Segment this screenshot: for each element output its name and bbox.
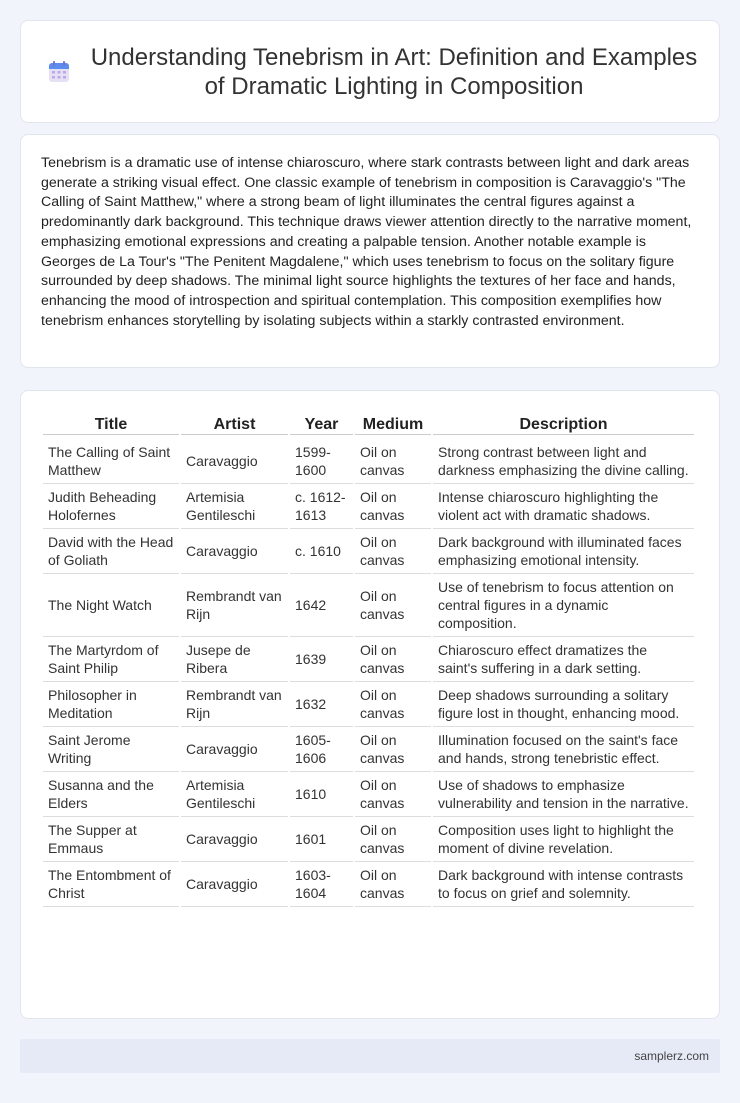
table-row <box>43 862 694 907</box>
cell-artist: Rembrandt van Rijn <box>181 574 288 637</box>
table-header-row <box>43 412 694 435</box>
header-year: Year <box>290 412 353 435</box>
cell-medium: Oil on canvas <box>355 637 431 682</box>
cell-year: c. 1610 <box>290 529 353 574</box>
cell-year: 1632 <box>290 682 353 727</box>
cell-artist: Caravaggio <box>181 817 288 862</box>
cell-description: Use of shadows to emphasize vulnerability and tension in the narrative. <box>433 772 694 817</box>
table-row <box>43 772 694 817</box>
cell-description: Chiaroscuro effect dramatizes the saint's suffering in a dark setting. <box>433 637 694 682</box>
cell-year: 1642 <box>290 574 353 637</box>
intro-card <box>20 134 720 368</box>
table-row <box>43 529 694 574</box>
cell-description: Intense chiaroscuro highlighting the violent act with dramatic shadows. <box>433 484 694 529</box>
cell-title: The Night Watch <box>43 574 179 637</box>
cell-year: c. 1612-1613 <box>290 484 353 529</box>
footer-site-link[interactable]: samplerz.com <box>634 1049 709 1063</box>
cell-medium: Oil on canvas <box>355 862 431 907</box>
cell-description: Illumination focused on the saint's face and hands, strong tenebristic effect. <box>433 727 694 772</box>
cell-year: 1639 <box>290 637 353 682</box>
artworks-table <box>41 412 696 907</box>
header-title: Title <box>43 412 179 435</box>
cell-medium: Oil on canvas <box>355 435 431 484</box>
cell-medium: Oil on canvas <box>355 484 431 529</box>
page-title: Understanding Tenebrism in Art: Definition and Examples of Dramatic Lighting in Composition <box>90 43 698 100</box>
cell-artist: Artemisia Gentileschi <box>181 484 288 529</box>
cell-title: The Entombment of Christ <box>43 862 179 907</box>
calendar-icon <box>47 60 71 84</box>
cell-description: Deep shadows surrounding a solitary figure lost in thought, enhancing mood. <box>433 682 694 727</box>
table-row <box>43 435 694 484</box>
table-row <box>43 637 694 682</box>
header-card <box>20 20 720 123</box>
header-medium: Medium <box>355 412 431 435</box>
table-row <box>43 727 694 772</box>
cell-year: 1603-1604 <box>290 862 353 907</box>
cell-medium: Oil on canvas <box>355 817 431 862</box>
cell-year: 1610 <box>290 772 353 817</box>
cell-medium: Oil on canvas <box>355 727 431 772</box>
table-card <box>20 390 720 1019</box>
header-artist: Artist <box>181 412 288 435</box>
header-description: Description <box>433 412 694 435</box>
cell-medium: Oil on canvas <box>355 529 431 574</box>
cell-title: Susanna and the Elders <box>43 772 179 817</box>
cell-artist: Jusepe de Ribera <box>181 637 288 682</box>
table-row <box>43 682 694 727</box>
table-row <box>43 817 694 862</box>
cell-title: The Martyrdom of Saint Philip <box>43 637 179 682</box>
cell-artist: Caravaggio <box>181 727 288 772</box>
table-row <box>43 574 694 637</box>
cell-description: Use of tenebrism to focus attention on central figures in a dynamic composition. <box>433 574 694 637</box>
cell-title: Judith Beheading Holofernes <box>43 484 179 529</box>
table-row <box>43 484 694 529</box>
cell-year: 1601 <box>290 817 353 862</box>
cell-description: Dark background with intense contrasts to focus on grief and solemnity. <box>433 862 694 907</box>
footer <box>20 1039 720 1073</box>
cell-artist: Caravaggio <box>181 529 288 574</box>
cell-medium: Oil on canvas <box>355 682 431 727</box>
cell-year: 1599-1600 <box>290 435 353 484</box>
cell-title: The Calling of Saint Matthew <box>43 435 179 484</box>
cell-description: Composition uses light to highlight the moment of divine revelation. <box>433 817 694 862</box>
cell-title: David with the Head of Goliath <box>43 529 179 574</box>
cell-title: The Supper at Emmaus <box>43 817 179 862</box>
cell-artist: Artemisia Gentileschi <box>181 772 288 817</box>
cell-title: Philosopher in Meditation <box>43 682 179 727</box>
cell-artist: Caravaggio <box>181 862 288 907</box>
cell-medium: Oil on canvas <box>355 574 431 637</box>
cell-year: 1605-1606 <box>290 727 353 772</box>
intro-paragraph: Tenebrism is a dramatic use of intense chiaroscuro, where stark contrasts between light and dark areas generate a striking visual effect. One classic example of tenebrism in composition is Caravaggio's "The Calling of Saint Matthew," where a strong beam of light illuminates the central figures against a predominantly dark background. This technique draws viewer attention directly to the narrative moment, emphasizing emotional expressions and creating a palpable tension. Another notable example is Georges de La Tour's "The Penitent Magdalene," which uses tenebrism to focus on the solitary figure surrounded by deep shadows. The minimal light source highlights the textures of her face and hands, enhancing the mood of introspection and spiritual contemplation. This composition exemplifies how tenebrism enhances storytelling by isolating subjects within a starkly contrasted environment. <box>41 155 692 329</box>
cell-artist: Rembrandt van Rijn <box>181 682 288 727</box>
cell-medium: Oil on canvas <box>355 772 431 817</box>
cell-artist: Caravaggio <box>181 435 288 484</box>
cell-description: Dark background with illuminated faces emphasizing emotional intensity. <box>433 529 694 574</box>
cell-description: Strong contrast between light and darkness emphasizing the divine calling. <box>433 435 694 484</box>
cell-title: Saint Jerome Writing <box>43 727 179 772</box>
